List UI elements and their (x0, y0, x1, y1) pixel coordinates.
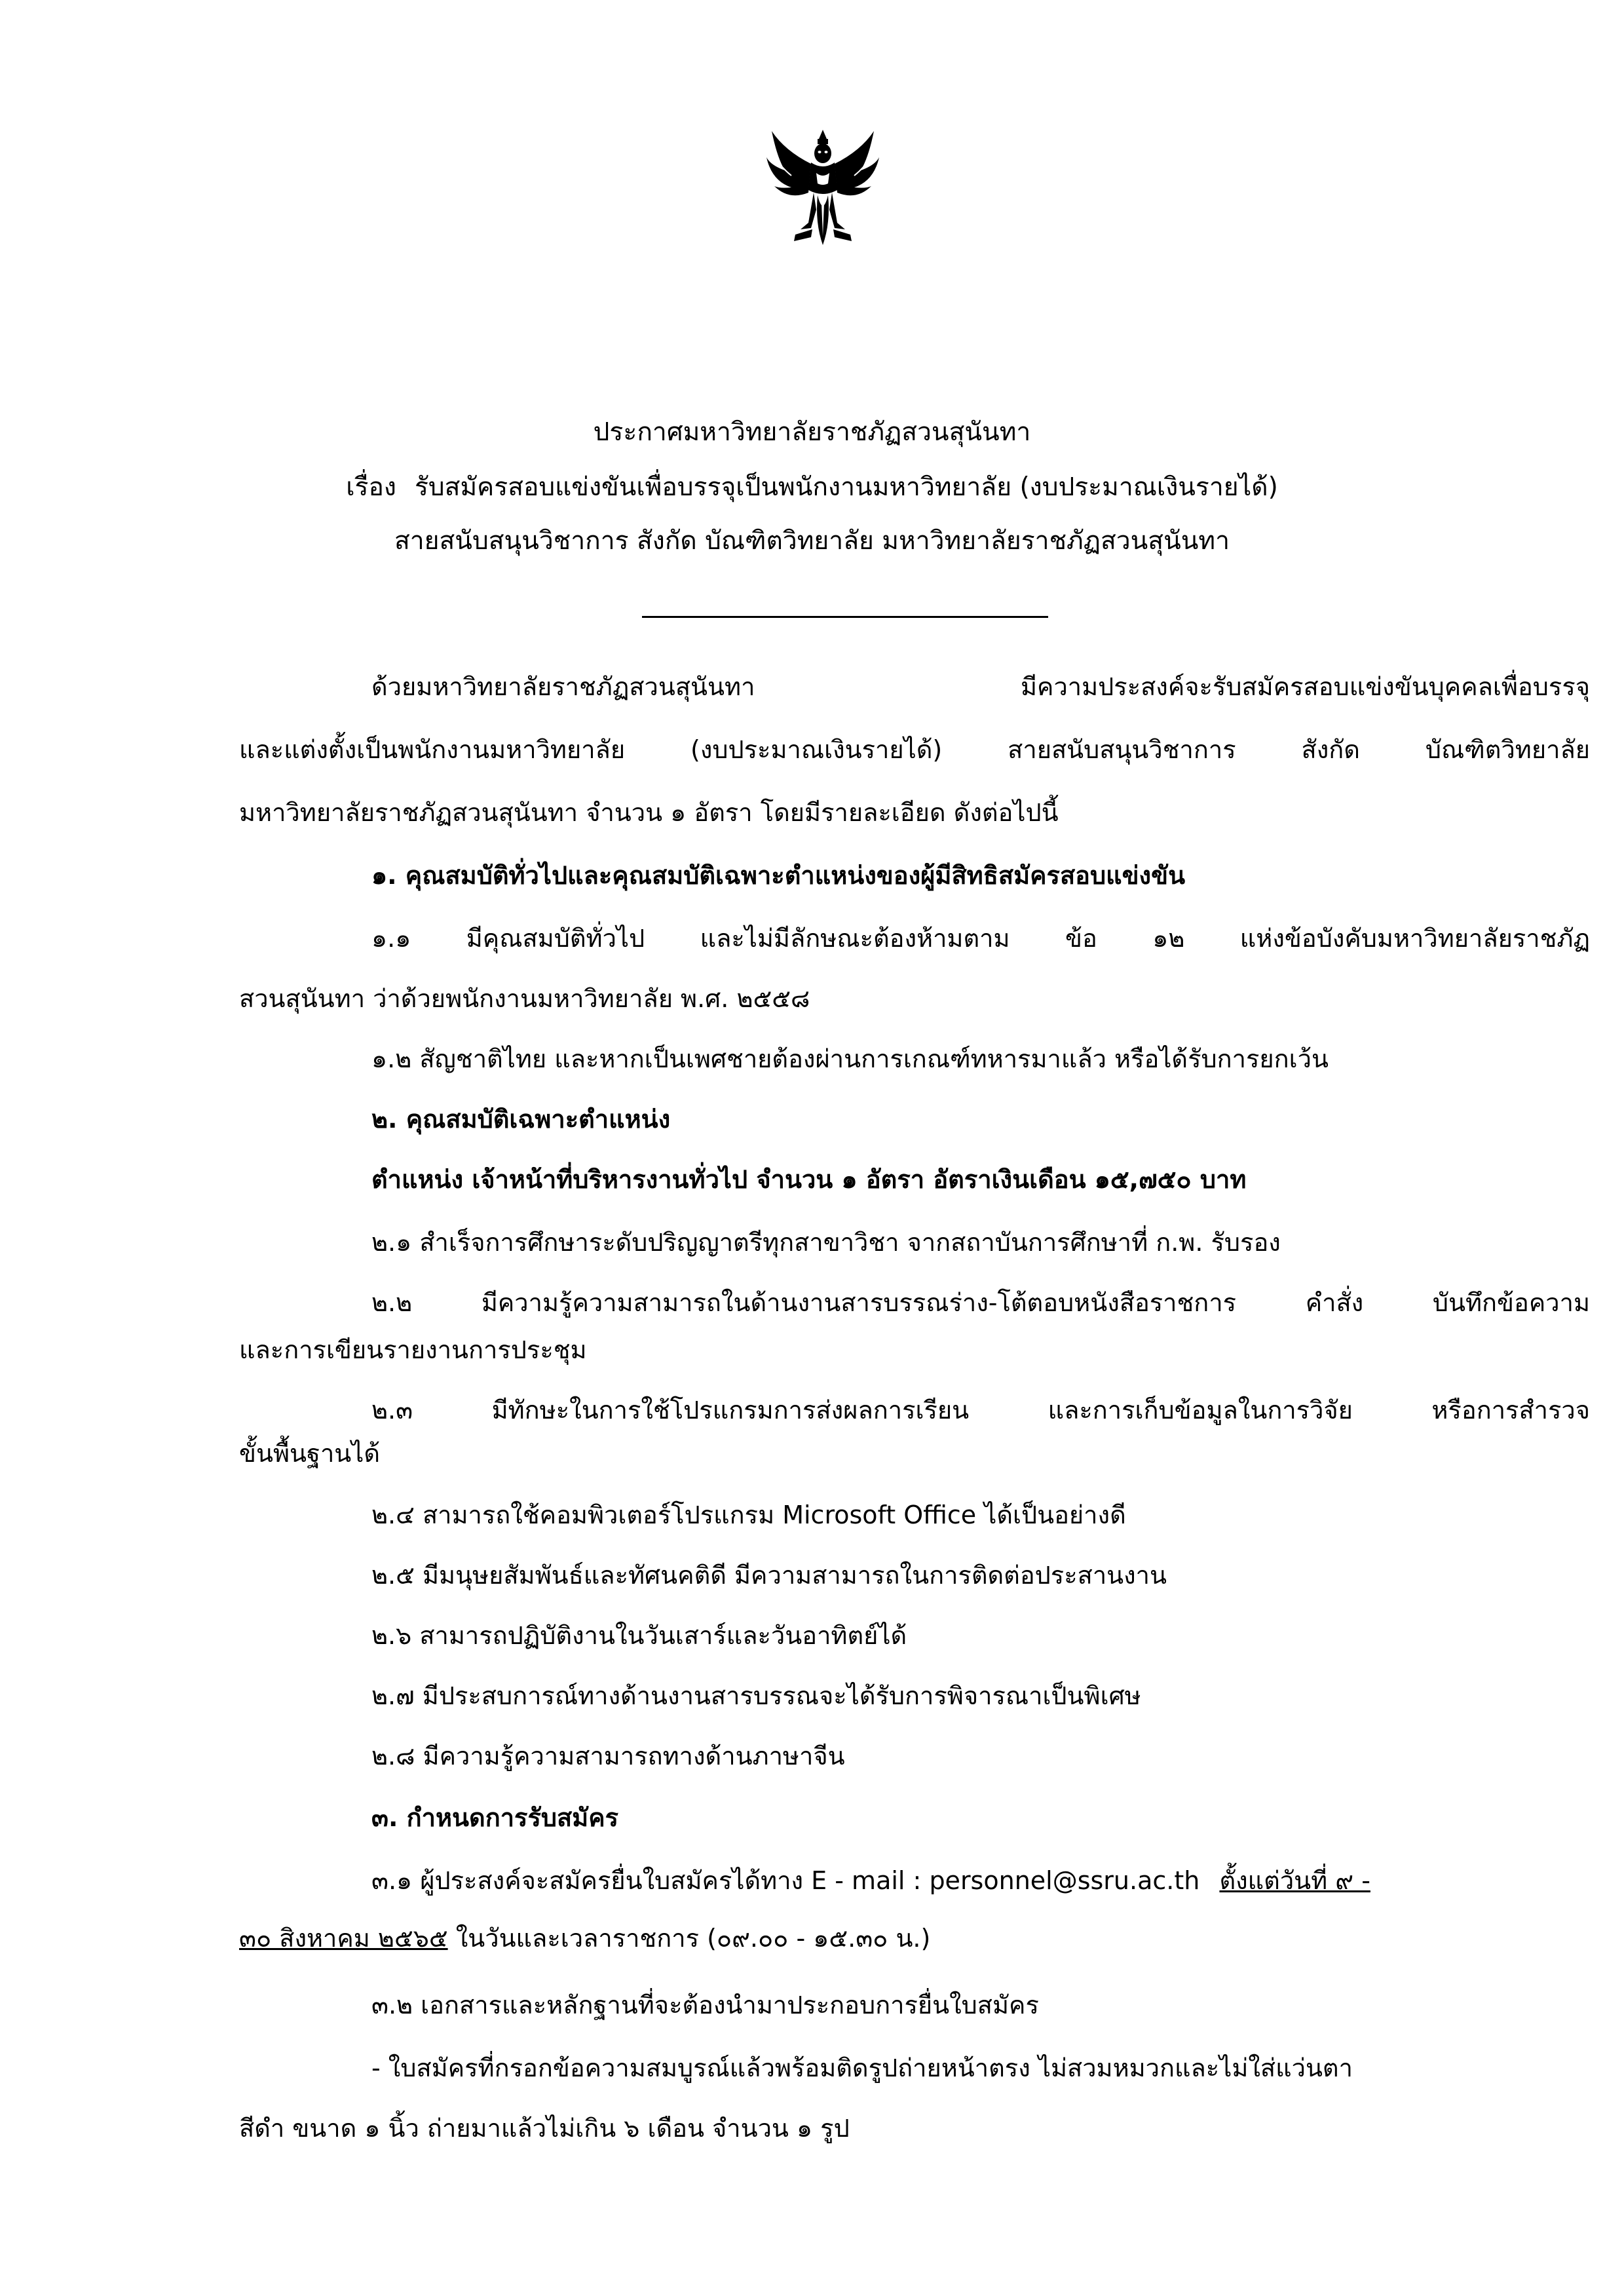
section2-item2-line2: และการเขียนรายงานการประชุม (239, 1335, 587, 1364)
intro-line2: และแต่งตั้งเป็นพนักงานมหาวิทยาลัย (งบประมาณเงินรายได้) สายสนับสนุนวิชาการ สังกัด บัณฑิตวิทยาลัย (239, 735, 1590, 764)
section1-item2: ๑.๒ สัญชาติไทย และหากเป็นเพศชายต้องผ่านการเกณฑ์ทหารมาแล้ว หรือได้รับการยกเว้น (371, 1044, 1329, 1073)
section2-item2-line1: ๒.๒ มีความรู้ความสามารถในด้านงานสารบรรณร่าง-โต้ตอบหนังสือราชการ คำสั่ง บันทึกข้อความ (371, 1288, 1590, 1317)
garuda-emblem-icon (765, 124, 880, 249)
section2-item7: ๒.๗ มีประสบการณ์ทางด้านงานสารบรรณจะได้รับการพิจารณาเป็นพิเศษ (371, 1681, 1141, 1710)
section2-item3-line2: ขั้นพื้นฐานได้ (239, 1439, 381, 1468)
section2-item4: ๒.๔ สามารถใช้คอมพิวเตอร์โปรแกรม Microsoft Office ได้เป็นอย่างดี (371, 1501, 1126, 1529)
section3-item1-suffix: ในวันและเวลาราชการ (๐๙.๐๐ - ๑๕.๓๐ น.) (447, 1924, 931, 1953)
section1-heading: ๑. คุณสมบัติทั่วไปและคุณสมบัติเฉพาะตำแหน่งของผู้มีสิทธิสมัครสอบแข่งขัน (371, 861, 1186, 890)
section3-bullet1-line1: - ใบสมัครที่กรอกข้อความสมบูรณ์แล้วพร้อมติดรูปถ่ายหน้าตรง ไม่สวมหมวกและไม่ใส่แว่นตา (371, 2054, 1353, 2082)
section2-position: ตำแหน่ง เจ้าหน้าที่บริหารงานทั่วไป จำนวน ๑ อัตรา อัตราเงินเดือน ๑๕,๗๕๐ บาท (371, 1165, 1247, 1194)
section1-item1-line1: ๑.๑ มีคุณสมบัติทั่วไป และไม่มีลักษณะต้องห้ามตาม ข้อ ๑๒ แห่งข้อบังคับมหาวิทยาลัยราชภัฏ (371, 924, 1590, 953)
section3-heading: ๓. กำหนดการรับสมัคร (371, 1803, 619, 1832)
section2-item8: ๒.๘ มีความรู้ความสามารถทางด้านภาษาจีน (371, 1742, 845, 1770)
section2-item6: ๒.๖ สามารถปฏิบัติงานในวันเสาร์และวันอาทิตย์ได้ (371, 1621, 907, 1650)
section3-item1-date-part1: ตั้งแต่วันที่ ๙ - (1219, 1866, 1370, 1895)
section2-item3-line1: ๒.๓ มีทักษะในการใช้โปรแกรมการส่งผลการเรียน และการเก็บข้อมูลในการวิจัย หรือการสำรวจ (371, 1396, 1590, 1425)
announcement-subject (0, 469, 1624, 506)
intro-line1: ด้วยมหาวิทยาลัยราชภัฏสวนสุนันทา มีความประสงค์จะรับสมัครสอบแข่งขันบุคคลเพื่อบรรจุ (371, 672, 1590, 701)
section3-item1-date-part2: ๓๐ สิงหาคม ๒๕๖๕ (239, 1924, 448, 1953)
section2-heading: ๒. คุณสมบัติเฉพาะตำแหน่ง (371, 1105, 671, 1134)
header-divider (642, 616, 1048, 618)
section1-item1-line2: สวนสุนันทา ว่าด้วยพนักงานมหาวิทยาลัย พ.ศ. ๒๕๕๘ (239, 984, 810, 1013)
section3-item1-prefix: ๓.๑ ผู้ประสงค์จะสมัครยื่นใบสมัครได้ทาง E - mail : personnel@ssru.ac.th (371, 1866, 1200, 1895)
section3-item1-line1 (371, 1862, 1370, 1899)
section3-item1-line2 (239, 1920, 930, 1957)
subject-label: เรื่อง (346, 472, 396, 502)
section2-item1: ๒.๑ สำเร็จการศึกษาระดับปริญญาตรีทุกสาขาวิชา จากสถาบันการศึกษาที่ ก.พ. รับรอง (371, 1228, 1281, 1257)
subject-text: รับสมัครสอบแข่งขันเพื่อบรรจุเป็นพนักงานมหาวิทยาลัย (งบประมาณเงินรายได้) (414, 472, 1278, 502)
section3-bullet1-line2: สีดำ ขนาด ๑ นิ้ว ถ่ายมาแล้วไม่เกิน ๖ เดือน จำนวน ๑ รูป (239, 2114, 850, 2143)
announcement-subject-line2: สายสนับสนุนวิชาการ สังกัด บัณฑิตวิทยาลัย มหาวิทยาลัยราชภัฏสวนสุนันทา (394, 526, 1230, 556)
intro-line3: มหาวิทยาลัยราชภัฏสวนสุนันทา จำนวน ๑ อัตรา โดยมีรายละเอียด ดังต่อไปนี้ (239, 798, 1059, 827)
section3-item2: ๓.๒ เอกสารและหลักฐานที่จะต้องนำมาประกอบการยื่นใบสมัคร (371, 1991, 1039, 2019)
announcement-title: ประกาศมหาวิทยาลัยราชภัฏสวนสุนันทา (593, 417, 1031, 447)
section2-item5: ๒.๕ มีมนุษยสัมพันธ์และทัศนคติดี มีความสามารถในการติดต่อประสานงาน (371, 1561, 1167, 1590)
